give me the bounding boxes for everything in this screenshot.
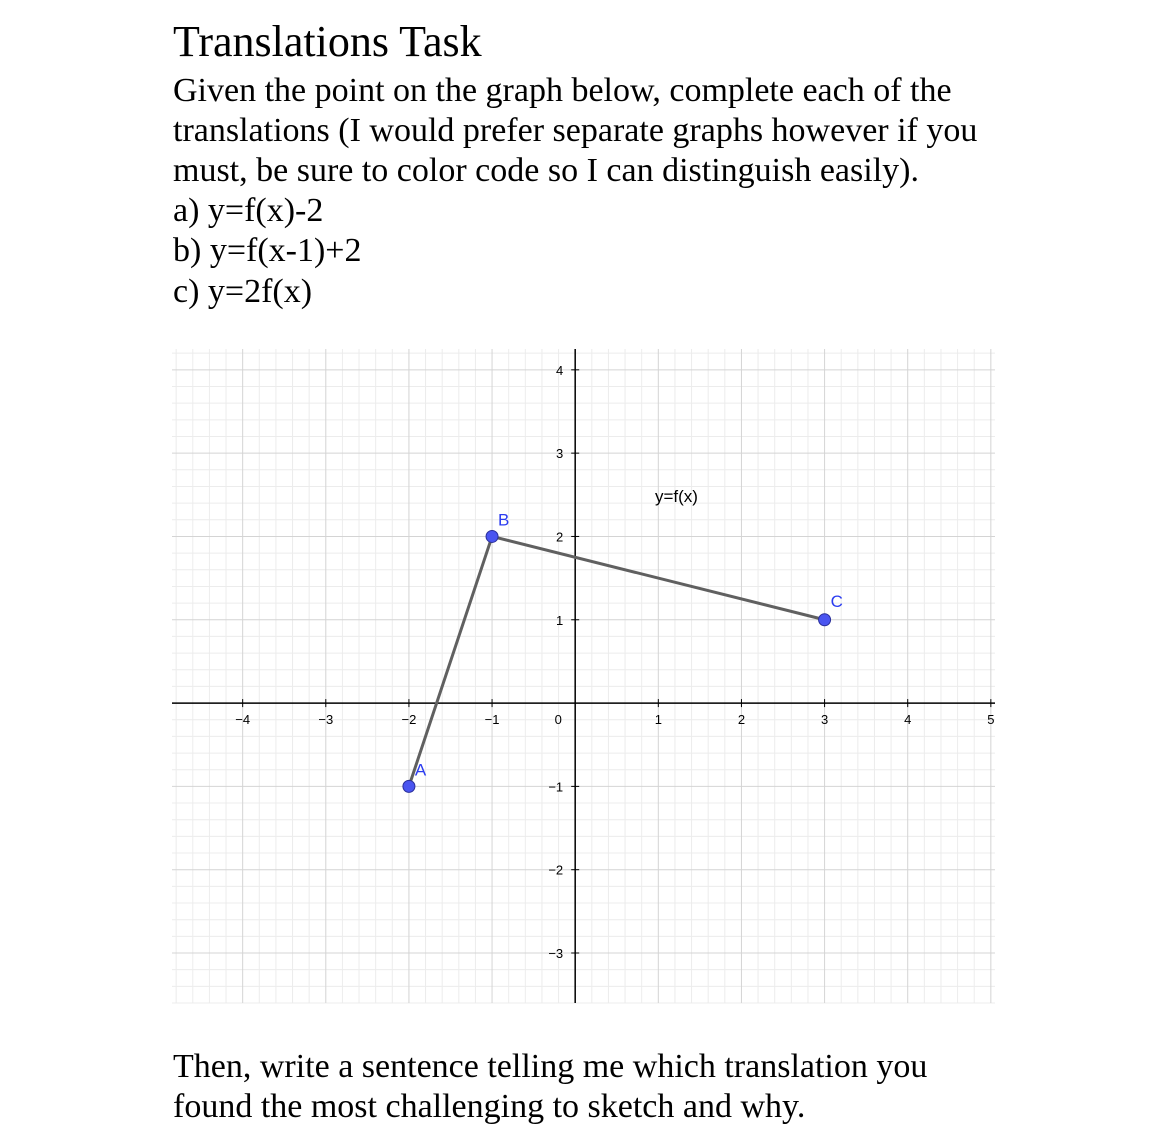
task-item-c: c) y=2f(x)	[173, 273, 313, 310]
x-tick-label: −3	[318, 712, 334, 728]
y-tick-label: 3	[555, 446, 564, 462]
grid-major-lines	[172, 349, 995, 1003]
closing-line: found the most challenging to sketch and why.	[173, 1088, 806, 1125]
instructions-line: translations (I would prefer separate graphs however if you	[173, 112, 978, 149]
point-b	[486, 530, 498, 542]
point-c	[819, 614, 831, 626]
point-label-a: A	[414, 760, 427, 780]
x-tick-label: 5	[987, 712, 995, 728]
closing-line: Then, write a sentence telling me which translation you	[173, 1048, 928, 1085]
task-item-a: a) y=f(x)-2	[173, 192, 324, 229]
y-tick-label: −2	[548, 862, 564, 878]
y-tick-label: −3	[548, 946, 564, 962]
point-label-c: C	[830, 591, 843, 611]
task-item-b: b) y=f(x-1)+2	[173, 232, 362, 269]
point-a	[403, 780, 415, 792]
x-tick-label: −1	[484, 712, 500, 728]
point-label-b: B	[498, 510, 510, 530]
axes	[172, 349, 995, 1003]
x-tick-label: 2	[737, 712, 746, 728]
function-label: y=f(x)	[655, 487, 698, 506]
segment-ab	[409, 536, 492, 786]
page-title: Translations Task	[173, 17, 482, 66]
instructions-line: must, be sure to color code so I can distinguish easily).	[173, 152, 919, 189]
x-tick-label: 0	[554, 712, 562, 728]
x-tick-label: −4	[235, 712, 251, 728]
y-tick-label: 1	[555, 612, 564, 628]
y-tick-label: 4	[555, 362, 564, 378]
x-tick-label: −2	[401, 712, 417, 728]
x-tick-label: 1	[654, 712, 662, 728]
x-tick-label: 3	[820, 712, 829, 728]
instructions-line: Given the point on the graph below, complete each of the	[173, 72, 952, 109]
y-tick-label: −1	[548, 779, 564, 795]
grid-minor-lines	[172, 349, 995, 1003]
x-tick-label: 4	[904, 712, 912, 728]
function-segments	[409, 536, 825, 786]
y-tick-label: 2	[555, 529, 564, 545]
